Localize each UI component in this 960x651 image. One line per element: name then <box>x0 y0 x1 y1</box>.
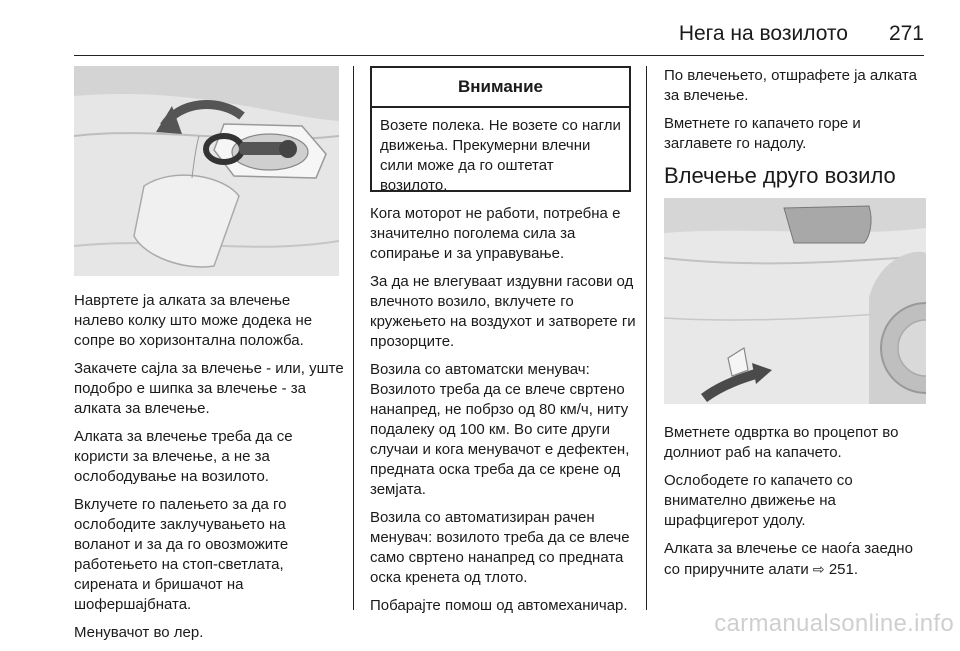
reference-page[interactable]: 251. <box>824 561 859 578</box>
rear-bumper-drawing <box>664 198 926 404</box>
paragraph: Возила со автоматски менувач: Возилото треба да се влече свртено нанапред, не побрзо од 80 км/ч, ниту подалеку од 100 км. Во сите други случаи и кога менувачот е дефектен, предната оска треба да се крене од земјата. <box>370 361 630 498</box>
column-2-text <box>370 204 638 624</box>
rear-bumper-illustration <box>664 198 926 404</box>
column-1-text <box>74 291 344 651</box>
paragraph: Вклучете го палењето за да го ослободите заклучувањето на воланот и за да го овозможите работењето на стоп-светлата, сирената и бришачот на шофершајбната. <box>74 496 289 613</box>
paragraph: Ослободете го капачето со внимателно движење на шрафцигерот удолу. <box>664 472 853 529</box>
column-divider-1 <box>353 66 354 610</box>
column-divider-2 <box>646 66 647 610</box>
paragraph: Вметнете го капачето горе и заглавете го надолу. <box>664 115 861 152</box>
column-3-text-top <box>664 66 926 204</box>
paragraph: Вметнете одвртка во процепот во долниот раб на капачето. <box>664 424 899 461</box>
column-3-text-bottom <box>664 423 926 588</box>
paragraph: Возила со автоматизиран рачен менувач: возилото треба да се влече само свртено нанапред со предната оска кренета од тлото. <box>370 509 630 586</box>
paragraph: За да не влегуваат издувни гасови од влечното возило, вклучете го кружењето на воздухот и затворете ги прозорците. <box>370 273 636 350</box>
header-rule <box>74 55 924 56</box>
reference-paragraph <box>664 539 926 580</box>
page-number: 271 <box>888 22 924 45</box>
page-reference-arrow-icon[interactable]: ⇨ <box>812 561 825 577</box>
paragraph: Навртете ја алката за влечење налево колку што може додека не сопре во хоризонтална положба. <box>74 292 313 349</box>
towing-eye-illustration <box>74 66 339 276</box>
page-header <box>0 0 960 62</box>
section-heading: Влечење друго возило <box>664 163 896 188</box>
warning-body: Возете полека. Не возете со нагли движења. Прекумерни влечни сили може да го оштетат возилото. <box>380 117 621 194</box>
warning-title: Внимание <box>372 68 629 108</box>
page-title: Нега на возилото <box>678 22 848 45</box>
towing-eye-drawing <box>74 66 339 276</box>
reference-text: Алката за влечење се наоѓа заедно со приручните алати <box>664 540 913 578</box>
paragraph: По влечењето, отшрафете ја алката за влечење. <box>664 67 917 104</box>
paragraph: Закачете сајла за влечење - или, уште подобро е шипка за влечење - за алката за влечење. <box>74 360 344 417</box>
paragraph: Алката за влечење треба да се користи за влечење, а не за ослободување на возилото. <box>74 428 293 485</box>
paragraph: Менувачот во лер. <box>74 624 204 641</box>
watermark: carmanualsonline.info <box>714 610 954 637</box>
warning-box <box>370 66 631 192</box>
paragraph: Кога моторот не работи, потребна е значително поголема сила за сопирање и за управување. <box>370 205 621 262</box>
paragraph: Побарајте помош од автомеханичар. <box>370 597 628 614</box>
